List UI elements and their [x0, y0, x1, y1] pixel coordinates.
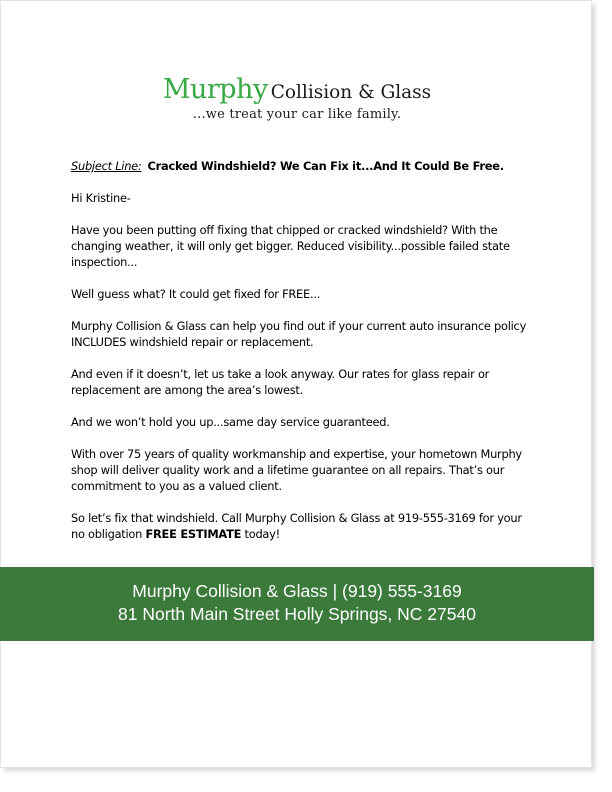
paragraph-6-text: With over 75 years of quality workmanship and expertise, your hometown Murphy shop will deliver quality work and a lifetime guarantee on all repairs. That’s our commitment to you as a valued client.: [71, 447, 522, 493]
contact-footer-band: [0, 567, 594, 641]
paragraph-2-text: Well guess what? It could get fixed for FREE...: [71, 287, 321, 301]
paragraph-1: [71, 222, 531, 270]
paragraph-3-text: Murphy Collision & Glass can help you find out if your current auto insurance policy INCLUDES windshield repair or replacement.: [71, 319, 527, 349]
paragraph-4-text: And even if it doesn’t, let us take a look anyway. Our rates for glass repair or replacement are among the area’s lowest.: [71, 367, 490, 397]
paragraph-7-end: today!: [241, 527, 280, 541]
paragraph-2: [71, 286, 531, 302]
paragraph-6: [71, 446, 531, 494]
footer-address: 81 North Main Street Holly Springs, NC 27540: [118, 604, 476, 624]
brand-name-secondary: Collision & Glass: [270, 82, 432, 103]
paragraph-7: [71, 510, 531, 542]
paragraph-1-text: Have you been putting off fixing that chipped or cracked windshield? With the changing weather, it will only get bigger. Reduced visibility...possible failed state inspection...: [71, 223, 510, 269]
subject-label: Subject Line:: [71, 159, 142, 173]
greeting: [71, 190, 531, 206]
free-estimate-emphasis: FREE ESTIMATE: [145, 527, 242, 541]
paragraph-7-start: So let’s fix that windshield. Call Murphy Collision & Glass at 919-555-3169 for your no obligation: [71, 511, 522, 541]
subject-text: Cracked Windshield? We Can Fix it...And It Could Be Free.: [147, 159, 504, 173]
paragraph-5-text: And we won’t hold you up...same day service guaranteed.: [71, 415, 390, 429]
paragraph-5: [71, 414, 531, 430]
paragraph-3: [71, 318, 531, 350]
company-logo: [1, 74, 593, 105]
brand-name-primary: Murphy: [162, 74, 268, 105]
company-tagline: ...we treat your car like family.: [192, 107, 402, 122]
paragraph-4: [71, 366, 531, 398]
footer-company-phone: Murphy Collision & Glass | (919) 555-3169: [132, 581, 462, 601]
greeting-text: Hi Kristine-: [71, 191, 131, 205]
subject-line: [71, 158, 531, 174]
